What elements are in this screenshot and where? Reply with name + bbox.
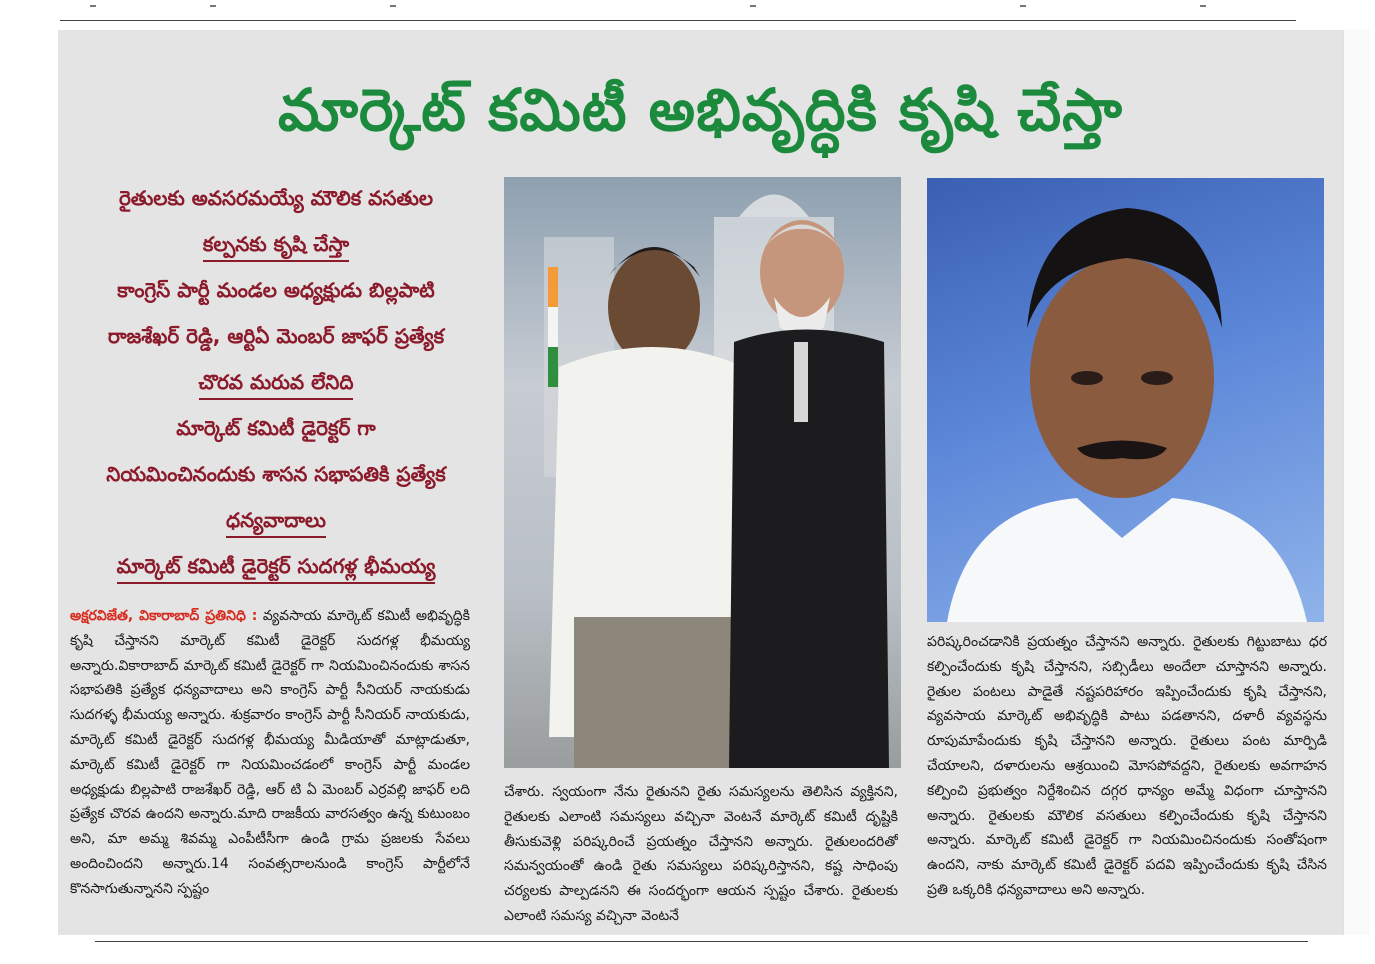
page-edge — [1343, 30, 1370, 935]
headline: మార్కెట్ కమిటీ అభివృద్ధికి కృషి చేస్తా — [278, 76, 1123, 144]
subheadline-line: మార్కెట్ కమిటీ డైరెక్టర్ సుదగళ్ల భీమయ్య — [70, 543, 482, 589]
subheadline-line: రైతులకు అవసరమయ్యే మౌలిక వసతుల — [118, 186, 434, 210]
photo-portrait — [927, 178, 1324, 622]
article-column-3 — [927, 630, 1327, 930]
subheadline-line: కల్పనకు కృషి చేస్తా — [70, 221, 482, 267]
subheadline-line: కాంగ్రెస్ పార్టీ మండల అధ్యక్షుడు బిల్లపాటి — [117, 278, 435, 302]
subheadline-line: మార్కెట్ కమిటీ డైరెక్టర్ గా — [176, 416, 376, 440]
dateline: అక్షరవిజేత, వికారాబాద్ ప్రతినిధి : — [70, 608, 258, 624]
subheadline-line: ధన్యవాదాలు — [70, 497, 482, 543]
subheadline-line: రాజశేఖర్ రెడ్డి, ఆర్టిఏ మెంబర్ జాఫర్ ప్రత్యేక — [107, 324, 445, 348]
top-divider — [60, 20, 1296, 21]
bottom-divider — [95, 941, 1308, 942]
column-1-text: వ్యవసాయ మార్కెట్ కమిటీ అభివృద్ధికి కృషి చేస్తానని మార్కెట్ కమిటీ డైరెక్టర్ సుదగళ్ల భీమయ్య అన్నారు.వికారాబాద్ మార్కెట్ కమిటీ డైరెక్టర్ గా నియమించినందుకు శాసన సభాపతికి ప్రత్యేక ధన్యవాదాలు అని కాంగ్రెస్ పార్టీ సీనియర్ నాయకుడు సుదగళ్ళ భీమయ్య అన్నారు. శుక్రవారం కాంగ్రెస్ పార్టీ సీనియర్ నాయకుడు, మార్కెట్ కమిటీ డైరెక్టర్ సుదగళ్ల భీమయ్య మీడియాతో మాట్లాడుతూ, మార్కెట్ కమిటీ డైరెక్టర్ గా నియమించడంలో కాంగ్రెస్ పార్టీ మండల అధ్యక్షుడు బిల్లపాటి రాజశేఖర్ రెడ్డి, ఆర్ టి ఏ మెంబర్ ఎర్రవల్లి జాఫర్ లది ప్రత్యేక చొరవ ఉందని అన్నారు.మాది రాజకీయ వారసత్వం ఉన్న కుటుంబం అని, మా అమ్మ శివమ్మ ఎంపీటీసీగా ఉండి గ్రామ ప్రజలకు సేవలు అందించిందని అన్నారు.14 సంవత్సరాలనుండి కాంగ్రెస్ పార్టీలోనే కొనసాగుతున్నానని స్పష్టం — [70, 608, 470, 897]
column-2-text: చేశారు. స్వయంగా నేను రైతునని రైతు సమస్యలను తెలిసిన వ్యక్తినని, రైతులకు ఎలాంటి సమస్యలు వచ్చినా వెంటనే మార్కెట్ కమిటీ దృష్టికి తీసుకువెళ్లి పరిష్కరించే ప్రయత్నం చేస్తానని అన్నారు. రైతులందరితో సమన్వయంతో ఉండి రైతు సమస్యలు పరిష్కరిస్తానని, కష్ట సాధింపు చర్యలకు పాల్పడనని ఈ సందర్భంగా ఆయన స్పష్టం చేశారు. రైతులకు ఎలాంటి సమస్య వచ్చినా వెంటనే — [504, 784, 898, 924]
subheadline-line: చొరవ మరువ లేనిది — [70, 359, 482, 405]
column-3-text: పరిష్కరించడానికి ప్రయత్నం చేస్తానని అన్నారు. రైతులకు గిట్టుబాటు ధర కల్పించేందుకు కృషి చేస్తానని, సబ్సిడీలు అందేలా చూస్తానని అన్నారు. రైతుల పంటలు పాడైతే నష్టపరిహారం ఇప్పించేందుకు కృషి చేస్తానని, వ్యవసాయ మార్కెట్ అభివృద్ధికి పాటు పడతానని, దళారీ వ్యవస్థను రూపుమాపేందుకు కృషి చేస్తానని అన్నారు. రైతులు పంట మార్పిడి చేయాలని, దళారులను ఆశ్రయించి మోసపోవద్దని, రైతులకు అవగాహన కల్పించి ప్రభుత్వం నిర్దేశించిన దగ్గర ధాన్యం అమ్మే విధంగా చూస్తానని అన్నారు. రైతులకు మౌలిక వసతులు కల్పించేందుకు కృషి చేస్తానని అన్నారు. మార్కెట్ కమిటీ డైరెక్టర్ గా నియమించినందుకు సంతోషంగా ఉందని, నాకు మార్కెట్ కమిటీ డైరెక్టర్ పదవి ఇప్పించేందుకు కృషి చేసిన ప్రతి ఒక్కరికి ధన్యవాదాలు అని అన్నారు. — [927, 634, 1327, 898]
subheadline-block — [70, 175, 482, 589]
news-article — [58, 30, 1343, 935]
photo-two-men — [504, 177, 901, 768]
article-column-2 — [504, 780, 898, 930]
clipped-top-strip — [80, 0, 1230, 8]
article-column-1 — [70, 604, 470, 934]
subheadline-line: నియమించినందుకు శాసన సభాపతికి ప్రత్యేక — [106, 462, 446, 486]
